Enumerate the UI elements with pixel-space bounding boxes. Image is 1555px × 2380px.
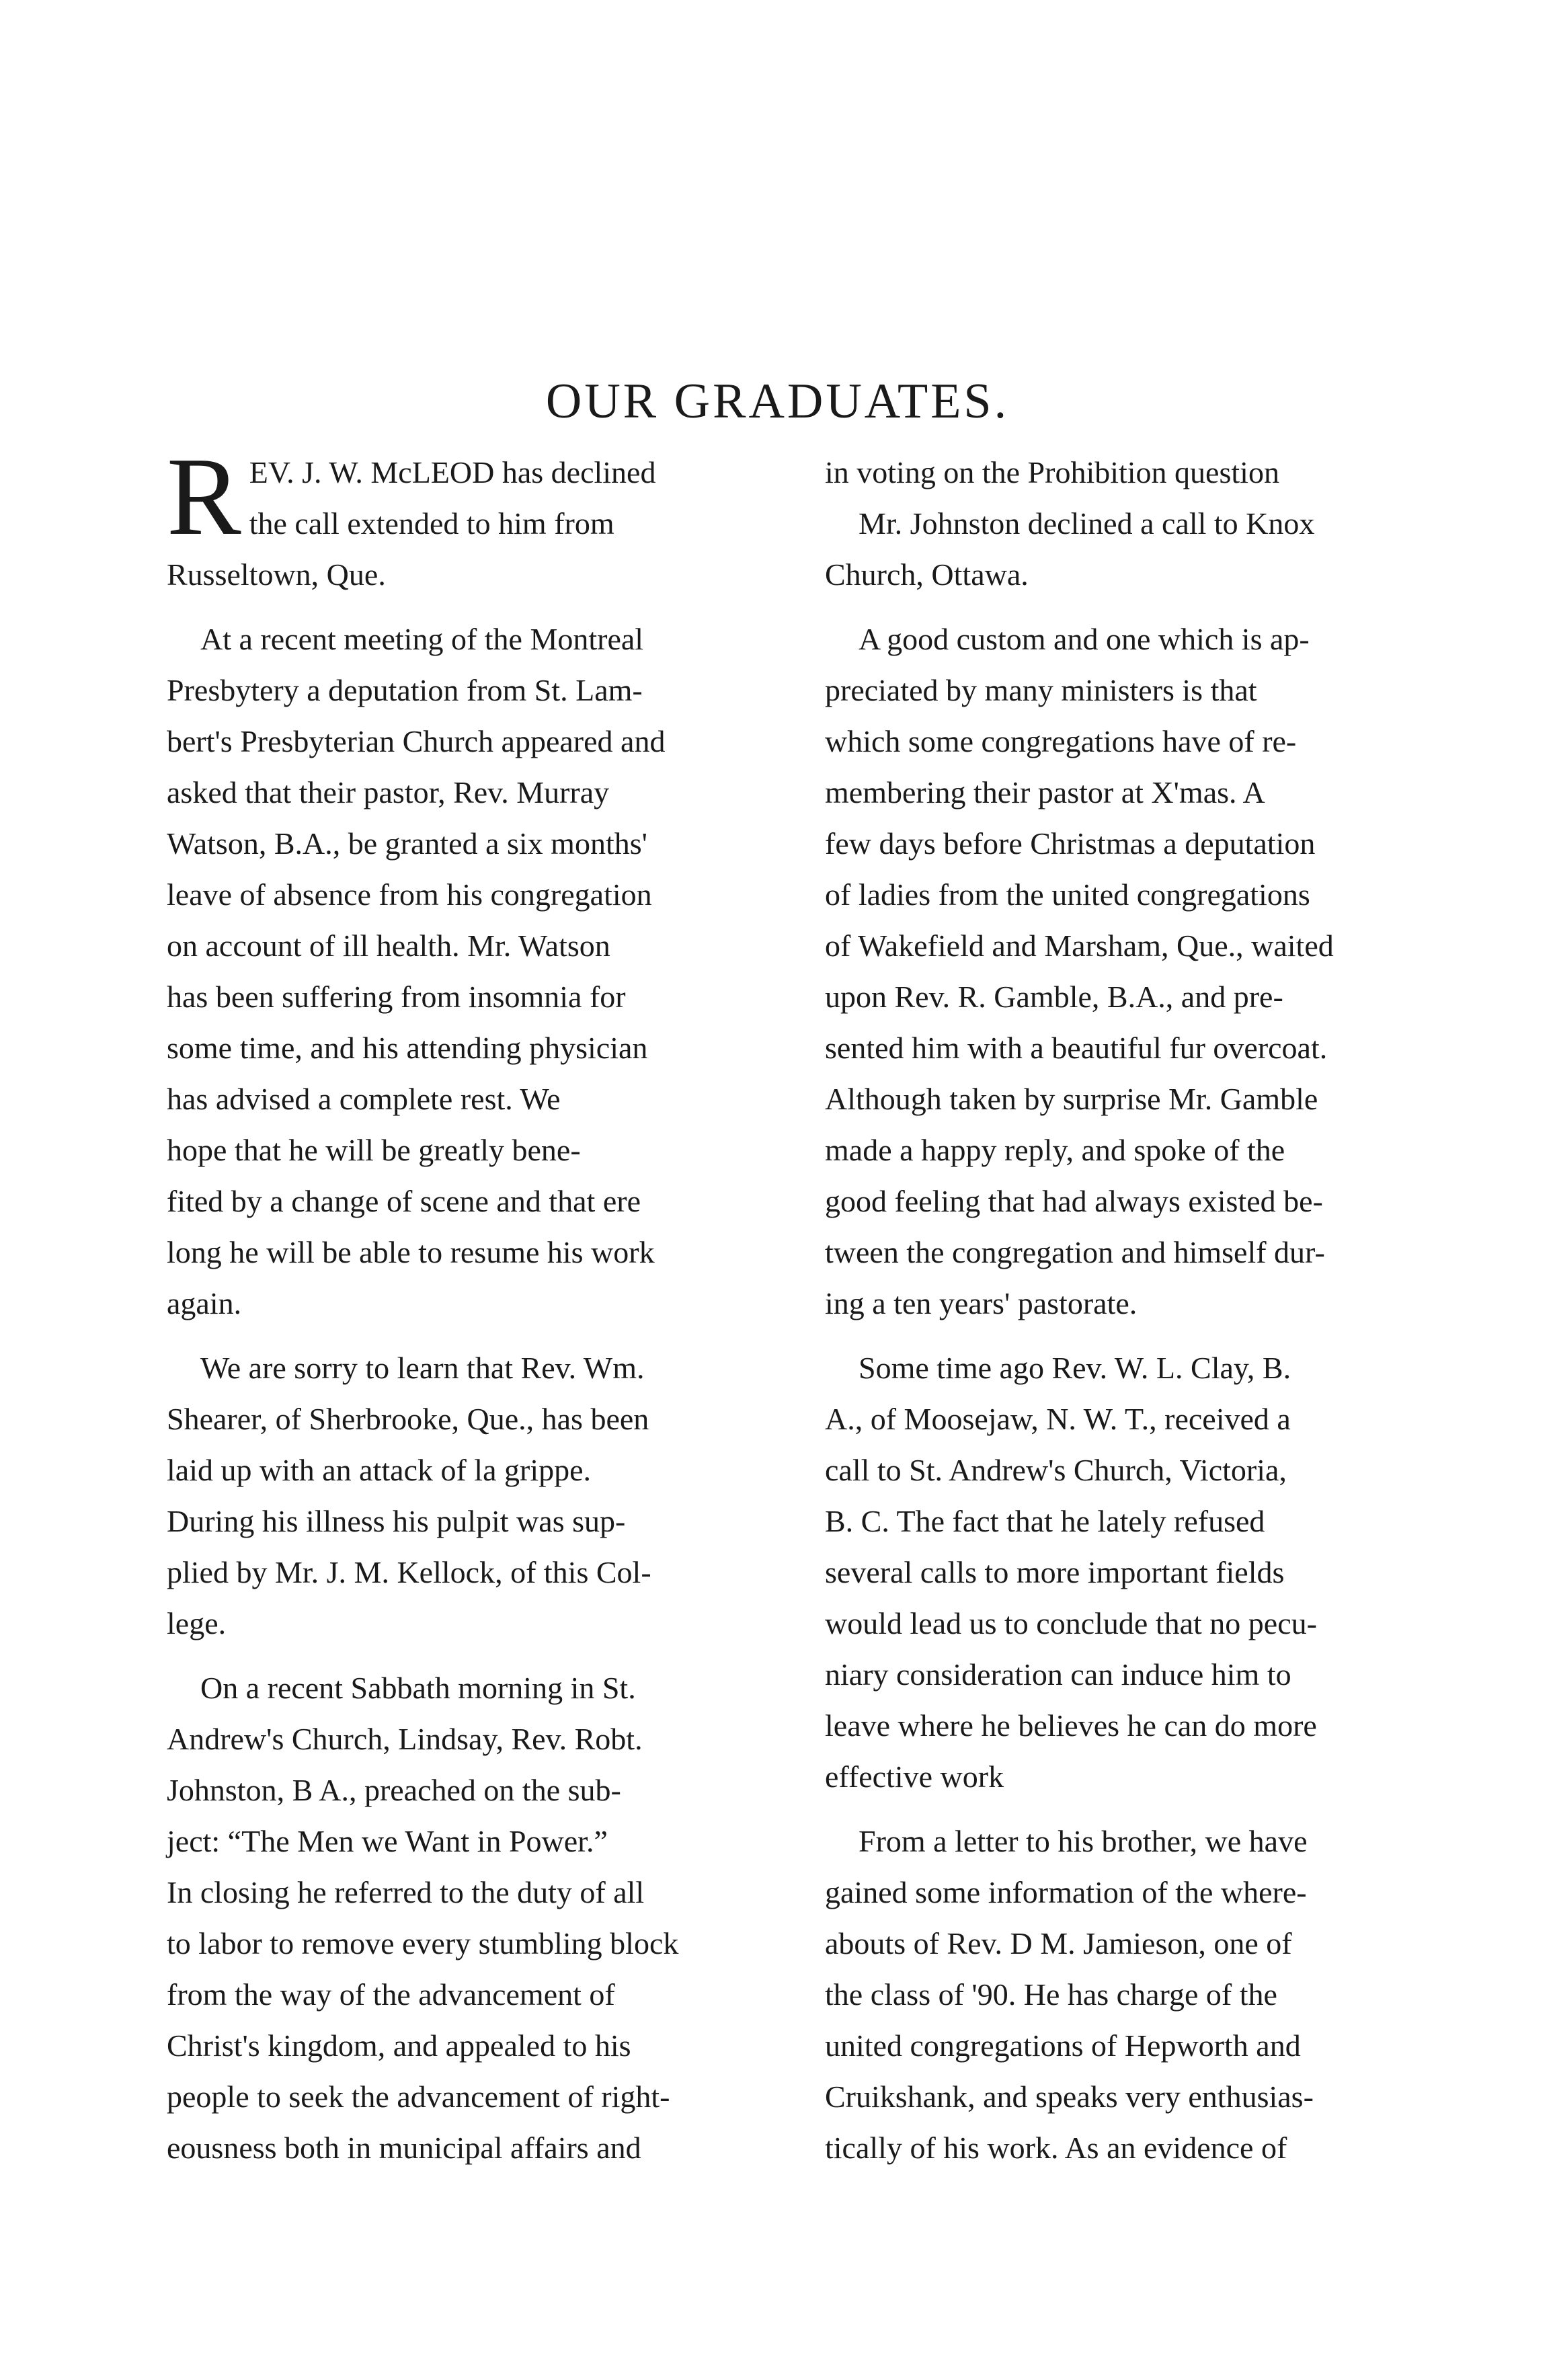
text-line: A., of Moosejaw, N. W. T., received a: [825, 1402, 1291, 1436]
left-column: [167, 434, 785, 2174]
text-line: Watson, B.A., be granted a six months': [167, 826, 647, 861]
text-line: Although taken by surprise Mr. Gamble: [825, 1082, 1318, 1116]
text-line: united congregations of Hepworth and: [825, 2028, 1301, 2063]
text-line: the call extended to him from: [249, 506, 614, 541]
text-line: tically of his work. As an evidence of: [825, 2131, 1287, 2165]
text-line: call to St. Andrew's Church, Victoria,: [825, 1453, 1287, 1487]
text-line: people to seek the advancement of right-: [167, 2079, 670, 2114]
text-line: eousness both in municipal affairs and: [167, 2131, 641, 2165]
text-line: of ladies from the united congregations: [825, 877, 1310, 912]
text-line: in voting on the Prohibition question: [825, 455, 1279, 489]
text-line: ing a ten years' pastorate.: [825, 1286, 1138, 1320]
text-line: preciated by many ministers is that: [825, 673, 1257, 707]
text-line: Shearer, of Sherbrooke, Que., has been: [167, 1402, 649, 1436]
text-line: Presbytery a deputation from St. Lam-: [167, 673, 643, 707]
text-line: upon Rev. R. Gamble, B.A., and pre-: [825, 980, 1283, 1014]
text-line: Cruikshank, and speaks very enthusias-: [825, 2079, 1314, 2114]
right-column: [825, 447, 1443, 2174]
text-line: leave of absence from his congregation: [167, 877, 652, 912]
text-line: niary consideration can induce him to: [825, 1657, 1291, 1692]
text-line: Russeltown, Que.: [167, 557, 386, 592]
paragraph-shearer: [167, 1343, 785, 1649]
text-line: on account of ill health. Mr. Watson: [167, 928, 610, 963]
text-line: At a recent meeting of the Montreal: [200, 622, 644, 656]
page-title: OUR GRADUATES.: [545, 374, 1010, 429]
text-line: of Wakefield and Marsham, Que., waited: [825, 928, 1334, 963]
text-line: EV. J. W. McLEOD has declined: [249, 455, 656, 489]
text-line: which some congregations have of re-: [825, 724, 1297, 758]
text-line: long he will be able to resume his work: [167, 1235, 655, 1269]
text-line: bert's Presbyterian Church appeared and: [167, 724, 666, 758]
text-line: ject: “The Men we Want in Power.”: [167, 1824, 608, 1858]
paragraph-watson: [167, 614, 785, 1329]
text-line: fited by a change of scene and that ere: [167, 1184, 641, 1218]
text-line: B. C. The fact that he lately refused: [825, 1504, 1265, 1538]
text-line: Christ's kingdom, and appealed to his: [167, 2028, 631, 2063]
text-line: tween the congregation and himself dur-: [825, 1235, 1325, 1269]
text-line: gained some information of the where-: [825, 1875, 1307, 1909]
paragraph-clay: [825, 1343, 1443, 1802]
text-line: We are sorry to learn that Rev. Wm.: [200, 1351, 645, 1385]
text-line: would lead us to conclude that no pecu-: [825, 1606, 1317, 1640]
text-line: from the way of the advancement of: [167, 1977, 615, 2012]
text-line: effective work: [825, 1759, 1004, 1794]
text-line: again.: [167, 1286, 242, 1320]
paragraph-mcleod: [167, 434, 785, 600]
text-line: abouts of Rev. D M. Jamieson, one of: [825, 1926, 1292, 1960]
text-line: laid up with an attack of la grippe.: [167, 1453, 592, 1487]
text-line: has been suffering from insomnia for: [167, 980, 626, 1014]
paragraph-johnston: [167, 1663, 785, 2174]
text-line: Mr. Johnston declined a call to Knox: [859, 506, 1315, 541]
text-line: the class of '90. He has charge of the: [825, 1977, 1277, 2012]
text-line: leave where he believes he can do more: [825, 1708, 1317, 1743]
paragraph-gamble: [825, 614, 1443, 1329]
text-line: Church, Ottawa.: [825, 557, 1029, 592]
paragraph-prohibition: [825, 447, 1443, 600]
text-line: A good custom and one which is ap-: [859, 622, 1310, 656]
text-line: hope that he will be greatly bene-: [167, 1133, 581, 1167]
text-line: few days before Christmas a deputation: [825, 826, 1316, 861]
text-line: Johnston, B A., preached on the sub-: [167, 1773, 621, 1807]
text-line: some time, and his attending physician: [167, 1031, 648, 1065]
text-line: Some time ago Rev. W. L. Clay, B.: [859, 1351, 1291, 1385]
text-line: good feeling that had always existed be-: [825, 1184, 1323, 1218]
text-line: sented him with a beautiful fur overcoat.: [825, 1031, 1328, 1065]
paragraph-jamieson: [825, 1816, 1443, 2174]
text-line: several calls to more important fields: [825, 1555, 1285, 1589]
text-line: From a letter to his brother, we have: [859, 1824, 1308, 1858]
text-line: made a happy reply, and spoke of the: [825, 1133, 1285, 1167]
text-line: plied by Mr. J. M. Kellock, of this Col-: [167, 1555, 651, 1589]
text-line: to labor to remove every stumbling block: [167, 1926, 679, 1960]
text-line: has advised a complete rest. We: [167, 1082, 561, 1116]
text-line: lege.: [167, 1606, 227, 1640]
text-line: membering their pastor at X'mas. A: [825, 775, 1265, 809]
text-line: During his illness his pulpit was sup-: [167, 1504, 626, 1538]
text-line: asked that their pastor, Rev. Murray: [167, 775, 610, 809]
text-line: In closing he referred to the duty of all: [167, 1875, 645, 1909]
text-line: Andrew's Church, Lindsay, Rev. Robt.: [167, 1722, 643, 1756]
drop-cap: R: [167, 434, 241, 558]
text-line: On a recent Sabbath morning in St.: [200, 1671, 636, 1705]
